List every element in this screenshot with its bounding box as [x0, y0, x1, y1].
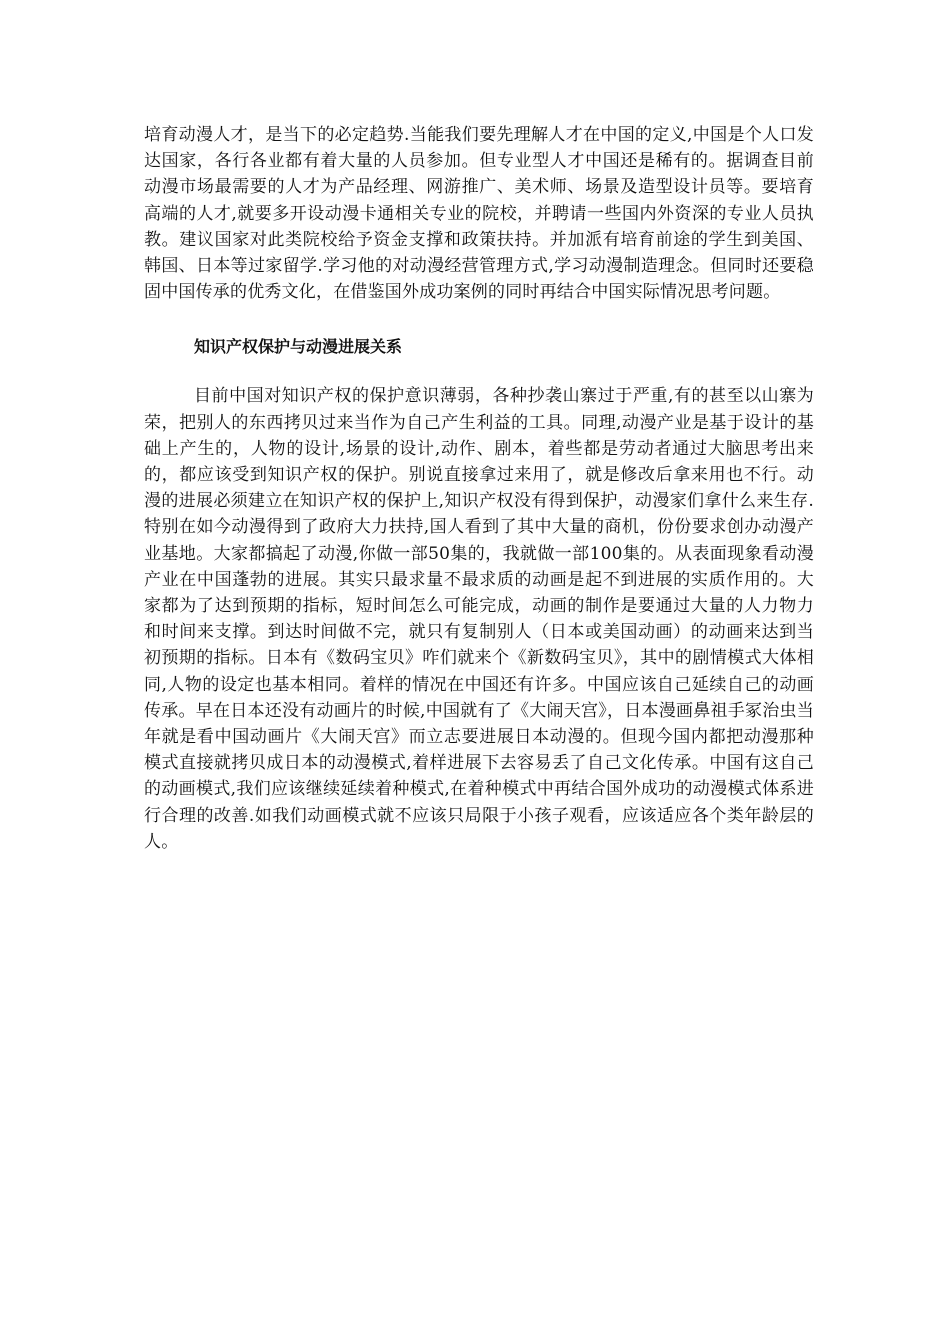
paragraph-talent-cultivation: 培育动漫人才，是当下的必定趋势.当能我们要先理解人才在中国的定义,中国是个人口发达国家，各行各业都有着大量的人员参加。但专业型人才中国还是稀有的。据调查目前动漫市场最需要的人才为产品经理、网游推广、美术师、场景及造型设计员等。要培育高端的人才,就要多开设动漫卡通相关专业的院校，并聘请一些国内外资深的专业人员执教。建议国家对此类院校给予资金支撑和政策扶持。并加派有培育前途的学生到美国、韩国、日本等过家留学.学习他的对动漫经营管理方式,学习动漫制造理念。但同时还要稳固中国传承的优秀文化，在借鉴国外成功案例的同时再结合中国实际情况思考问题。: [144, 125, 814, 303]
section-heading: 知识产权保护与动漫进展关系: [194, 337, 403, 357]
paragraph-intellectual-property: 目前中国对知识产权的保护意识薄弱，各种抄袭山寨过于严重,有的甚至以山寨为荣，把别人的东西拷贝过来当作为自己产生利益的工具。同理,动漫产业是基于设计的基础上产生的，人物的设计,场景的设计,动作、剧本，着些都是劳动者通过大脑思考出来的，都应该受到知识产权的保护。别说直接拿过来用了，就是修改后拿来用也不行。动漫的进展必须建立在知识产权的保护上,知识产权没有得到保护，动漫家们拿什么来生存.特别在如今动漫得到了政府大力扶持,国人看到了其中大量的商机，份份要求创办动漫产业基地。大家都搞起了动漫,你做一部50集的，我就做一部100集的。从表面现象看动漫产业在中国蓬勃的进展。其实只最求量不最求质的动画是起不到进展的实质作用的。大家都为了达到预期的指标，短时间怎么可能完成，动画的制作是要通过大量的人力物力和时间来支撑。到达时间做不完，就只有复制别人（日本或美国动画）的动画来达到当初预期的指标。日本有《数码宝贝》咋们就来个《新数码宝贝》，其中的剧情模式大体相同,人物的设定也基本相同。着样的情况在中国还有许多。中国应该自己延续自己的动画传承。早在日本还没有动画片的时候,中国就有了《大闹天宫》，日本漫画鼻祖手冢治虫当年就是看中国动画片《大闹天宫》而立志要进展日本动漫的。但现今国内都把动漫那种模式直接就拷贝成日本的动漫模式,着样进展下去容易丢了自己文化传承。中国有这自己的动画模式,我们应该继续延续着种模式,在着种模式中再结合国外成功的动漫模式体系进行合理的改善.如我们动画模式就不应该只局限于小孩子观看，应该适应各个类年龄层的人。: [144, 386, 814, 852]
document-body: [144, 122, 814, 855]
